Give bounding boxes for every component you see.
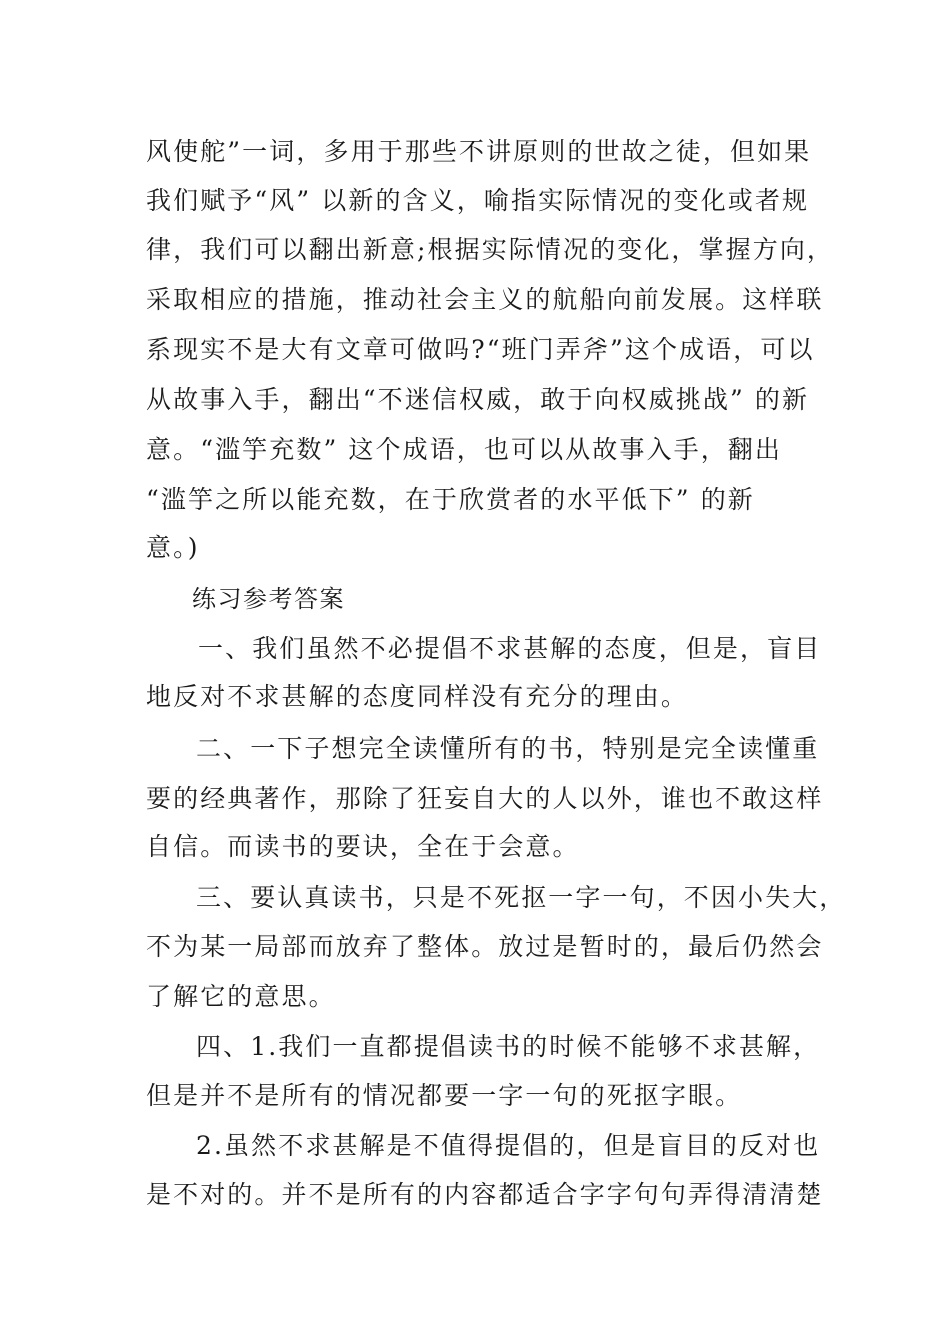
text-line: 系现实不是大有文章可做吗?“班门弄斧”这个成语，可以 — [146, 335, 815, 364]
paragraph-first-line: 三、要认真读书，只是不死抠一字一句，不因小失大， — [196, 883, 847, 912]
paragraph-first-line: 一、我们虽然不必提倡不求甚解的态度，但是，盲目 — [198, 634, 822, 663]
text-line: 地反对不求甚解的态度同样没有充分的理由。 — [146, 682, 689, 711]
text-line: 律，我们可以翻出新意;根据实际情况的变化，掌握方向， — [146, 235, 835, 264]
section-heading: 练习参考答案 — [192, 585, 345, 613]
text-line: 从故事入手，翻出“不迷信权威，敢于向权威挑战” 的新 — [146, 385, 810, 414]
paragraph-first-line: 四、1.我们一直都提倡读书的时候不能够不求甚解， — [196, 1032, 821, 1061]
text-line: 要的经典著作，那除了狂妄自大的人以外，谁也不敢这样 — [146, 784, 824, 813]
paragraph-first-line: 二、一下子想完全读懂所有的书，特别是完全读懂重 — [196, 734, 820, 763]
text-line: 自信。而读书的要诀，全在于会意。 — [146, 832, 580, 861]
text-line: “滥竽之所以能充数，在于欣赏者的水平低下” 的新 — [146, 485, 755, 514]
text-line: 不为某一局部而放弃了整体。放过是暂时的，最后仍然会 — [146, 932, 824, 961]
text-line: 是不对的。并不是所有的内容都适合字字句句弄得清清楚 — [146, 1180, 824, 1209]
paragraph-first-line: 2.虽然不求甚解是不值得提倡的，但是盲目的反对也 — [196, 1131, 821, 1160]
text-line: 意。) — [146, 533, 200, 562]
text-line: 但是并不是所有的情况都要一字一句的死抠字眼。 — [146, 1081, 743, 1110]
text-line: 采取相应的措施，推动社会主义的航船向前发展。这样联 — [146, 285, 824, 314]
text-line: 我们赋予“风” 以新的含义，喻指实际情况的变化或者规 — [146, 186, 810, 215]
text-line: 了解它的意思。 — [146, 982, 336, 1011]
text-line: 意。“滥竽充数” 这个成语，也可以从故事入手，翻出 — [146, 435, 783, 464]
text-line: 风使舵”一词，多用于那些不讲原则的世故之徒，但如果 — [146, 137, 812, 166]
